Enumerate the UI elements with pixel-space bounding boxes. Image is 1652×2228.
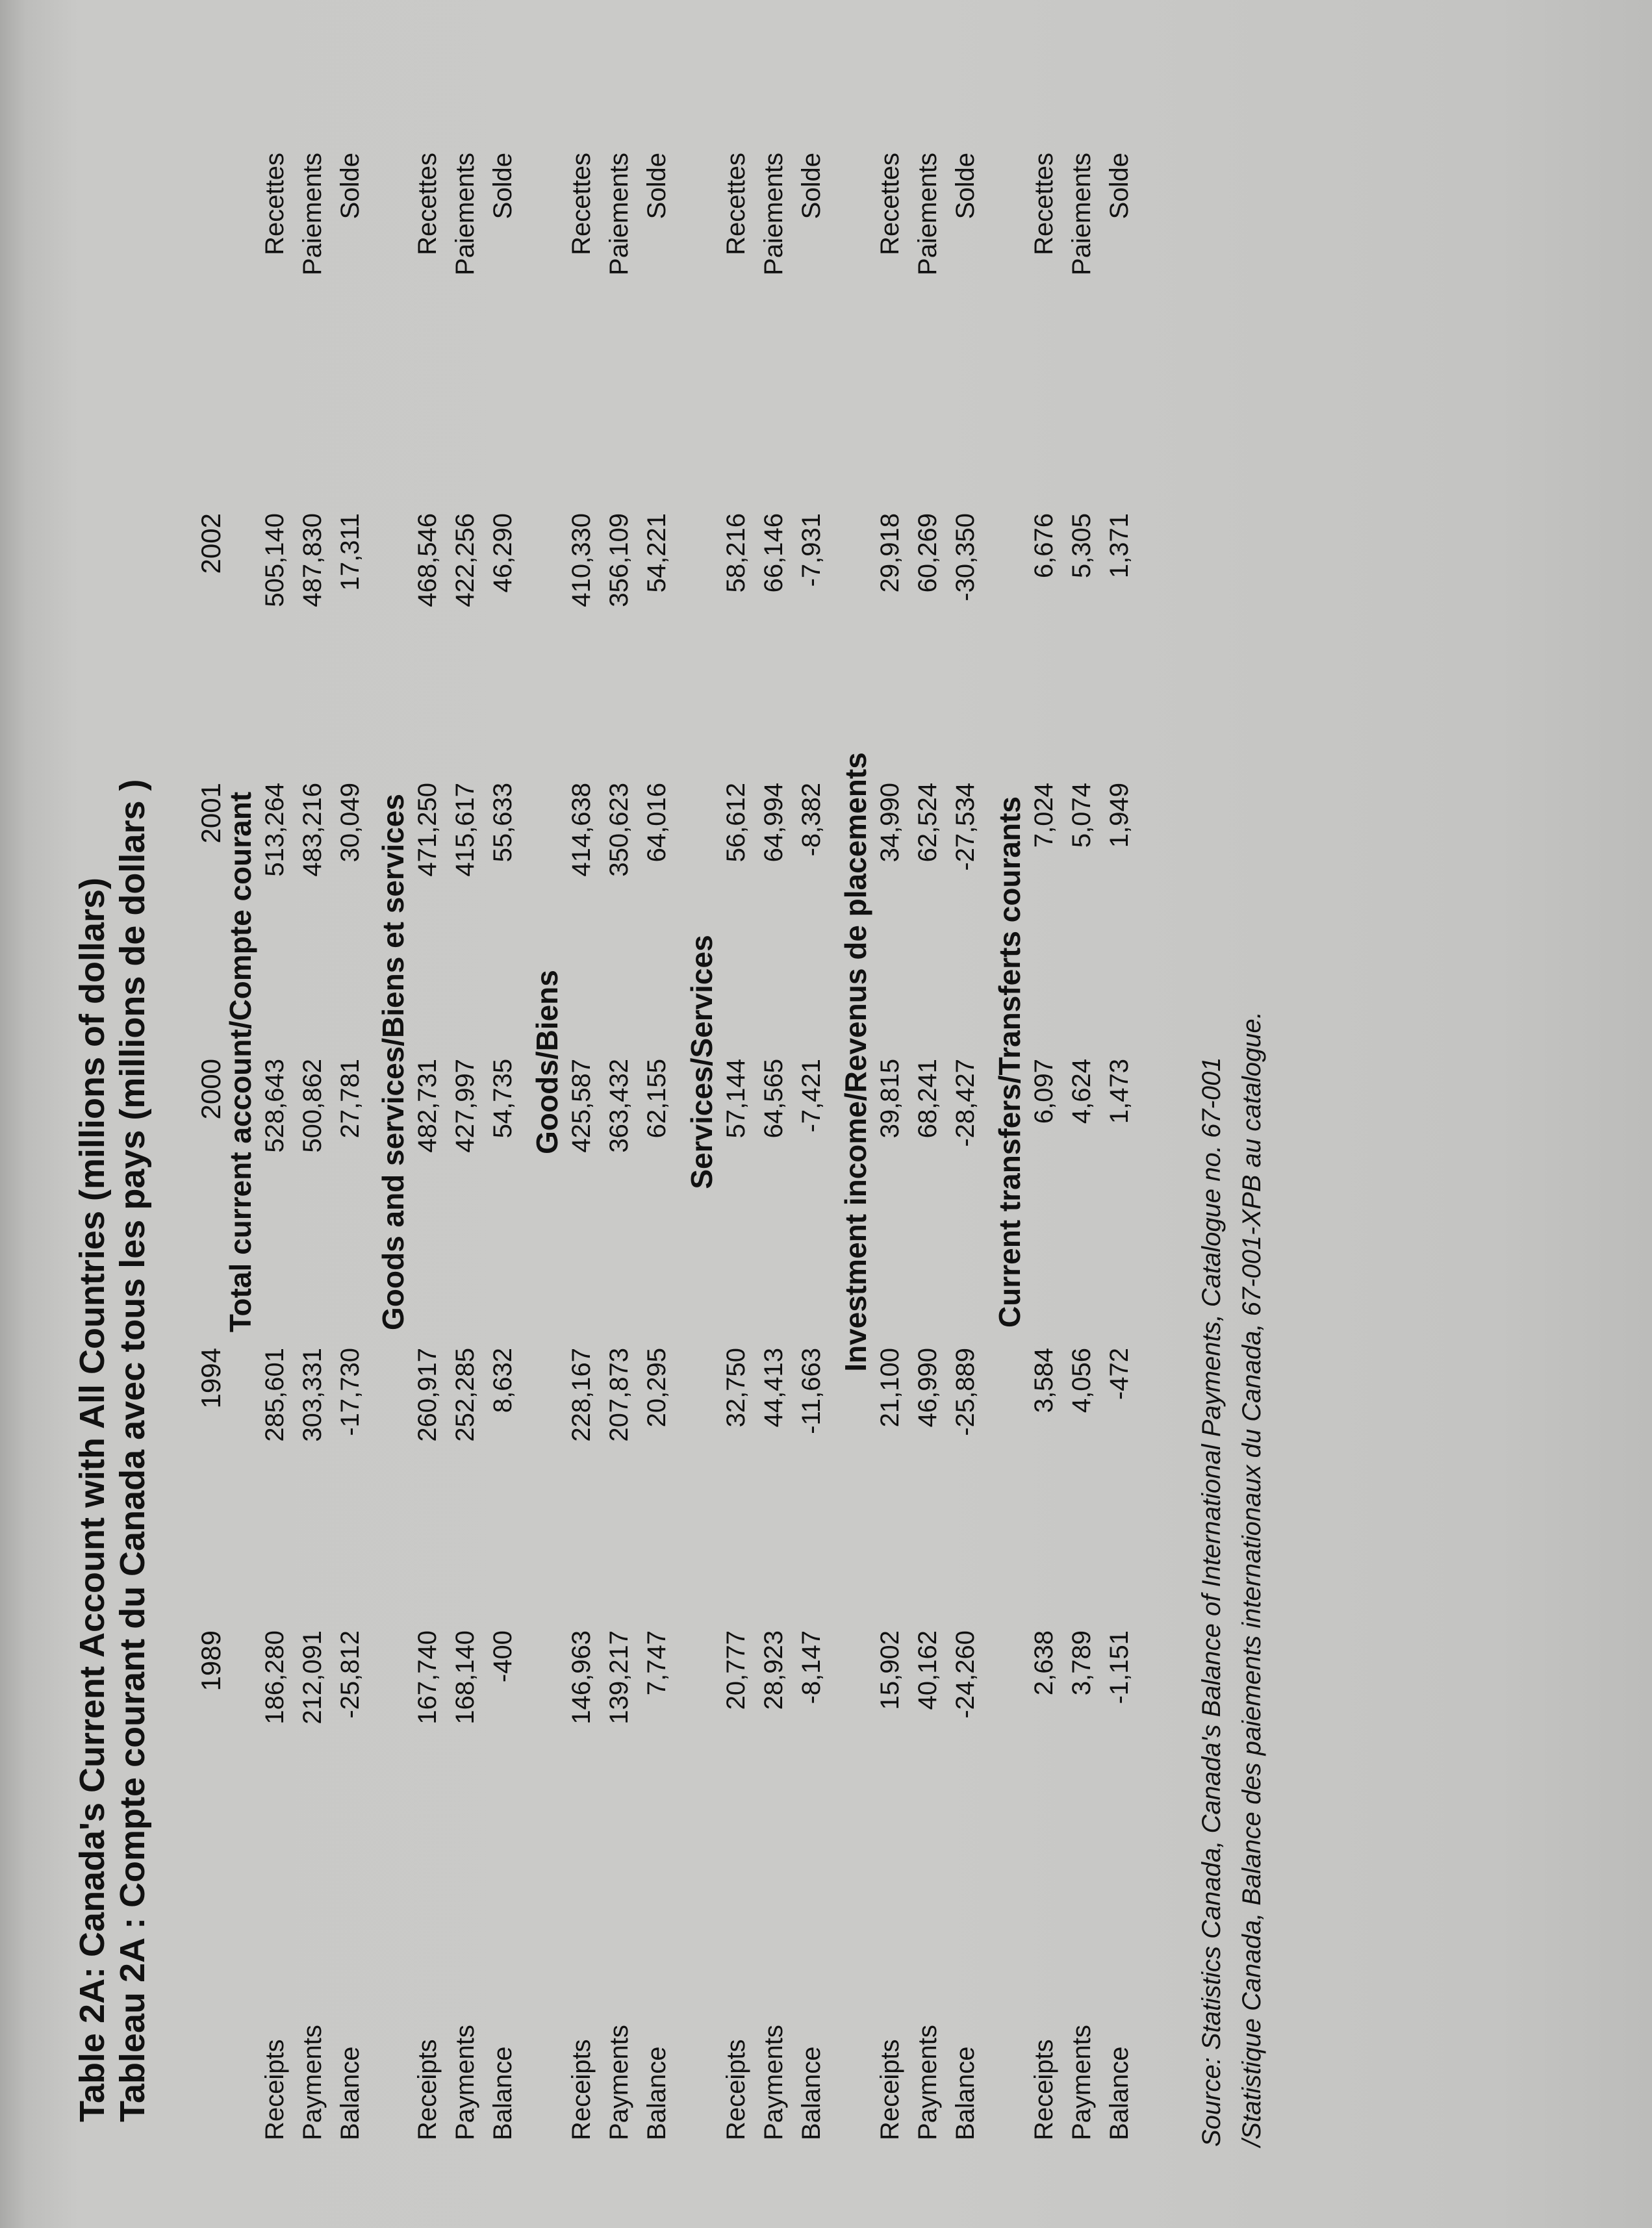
- table-cell: 468,546: [413, 513, 442, 607]
- table-cell: 513,264: [261, 783, 289, 877]
- section-title: Investment income/Revenus de placements: [839, 752, 872, 1372]
- section-title: Services/Services: [685, 935, 718, 1189]
- table-cell: 62,155: [642, 1059, 671, 1139]
- year-header-1989: 1989: [196, 1630, 226, 1691]
- table-cell: 20,295: [642, 1348, 671, 1428]
- table-cell: 28,923: [759, 1630, 788, 1710]
- row-label-fr: Solde: [797, 153, 826, 220]
- row-label-fr: Paiements: [298, 153, 327, 275]
- table-cell: -24,260: [951, 1630, 980, 1719]
- table-cell: 487,830: [298, 513, 327, 607]
- row-label-en: Payments: [913, 2025, 942, 2140]
- table-cell: 3,584: [1030, 1348, 1058, 1413]
- year-header-2002: 2002: [196, 513, 226, 574]
- row-label-fr: Paiements: [451, 153, 479, 275]
- table-cell: 7,024: [1030, 783, 1058, 848]
- table-cell: 55,633: [489, 783, 517, 863]
- row-label-en: Payments: [759, 2025, 788, 2140]
- table-cell: -8,147: [797, 1630, 826, 1704]
- row-label-en: Payments: [451, 2025, 479, 2140]
- table-cell: 3,789: [1067, 1630, 1096, 1696]
- table-cell: 146,963: [567, 1630, 596, 1725]
- table-cell: -7,931: [797, 513, 826, 587]
- row-label-en: Balance: [797, 2046, 826, 2140]
- table-cell: 46,990: [913, 1348, 942, 1428]
- row-label-fr: Recettes: [876, 153, 904, 255]
- table-cell: 252,285: [451, 1348, 479, 1442]
- table-cell: 15,902: [876, 1630, 904, 1710]
- table-cell: 1,371: [1105, 513, 1134, 579]
- table-cell: 363,432: [605, 1059, 633, 1153]
- table-cell: 40,162: [913, 1630, 942, 1710]
- table-cell: 5,074: [1067, 783, 1096, 848]
- table-cell: 167,740: [413, 1630, 442, 1725]
- table-cell: 410,330: [567, 513, 596, 607]
- table-cell: 7,747: [642, 1630, 671, 1696]
- table-cell: 528,643: [261, 1059, 289, 1153]
- row-label-en: Receipts: [261, 2039, 289, 2140]
- year-header-2000: 2000: [196, 1059, 226, 1120]
- row-label-en: Balance: [951, 2046, 980, 2140]
- table-cell: -7,421: [797, 1059, 826, 1133]
- table-cell: 54,221: [642, 513, 671, 593]
- row-label-fr: Solde: [642, 153, 671, 220]
- row-label-fr: Solde: [489, 153, 517, 220]
- table-title-fr: Tableau 2A : Compte courant du Canada avec tous les pays (millions de dollars ): [113, 779, 152, 2122]
- table-cell: 4,056: [1067, 1348, 1096, 1413]
- table-cell: -11,663: [797, 1348, 826, 1434]
- row-label-en: Receipts: [876, 2039, 904, 2140]
- table-cell: 228,167: [567, 1348, 596, 1442]
- table-cell: 27,781: [336, 1059, 364, 1139]
- table-cell: -25,812: [336, 1630, 364, 1719]
- table-cell: 17,311: [336, 513, 364, 591]
- table-cell: 303,331: [298, 1348, 327, 1442]
- row-label-en: Balance: [336, 2046, 364, 2140]
- table-cell: 471,250: [413, 783, 442, 877]
- row-label-en: Payments: [298, 2025, 327, 2140]
- table-cell: 68,241: [913, 1059, 942, 1139]
- row-label-en: Payments: [1067, 2025, 1096, 2140]
- table-cell: 66,146: [759, 513, 788, 593]
- table-cell: 39,815: [876, 1059, 904, 1139]
- row-label-fr: Paiements: [1067, 153, 1096, 275]
- table-cell: 505,140: [261, 513, 289, 607]
- row-label-fr: Recettes: [722, 153, 750, 255]
- table-cell: -8,382: [797, 783, 826, 857]
- row-label-fr: Recettes: [567, 153, 596, 255]
- table-cell: 46,290: [489, 513, 517, 593]
- section-title: Goods/Biens: [530, 970, 564, 1154]
- table-cell: -28,427: [951, 1059, 980, 1147]
- row-label-fr: Solde: [336, 153, 364, 220]
- table-cell: 62,524: [913, 783, 942, 863]
- table-cell: 415,617: [451, 783, 479, 877]
- table-cell: 139,217: [605, 1630, 633, 1725]
- section-title: Total current account/Compte courant: [223, 791, 257, 1333]
- table-cell: 5,305: [1067, 513, 1096, 579]
- table-cell: 32,750: [722, 1348, 750, 1428]
- table-cell: 356,109: [605, 513, 633, 607]
- row-label-fr: Solde: [1105, 153, 1134, 220]
- table-cell: 64,016: [642, 783, 671, 863]
- row-label-en: Balance: [1105, 2046, 1134, 2140]
- table-cell: 422,256: [451, 513, 479, 607]
- table-cell: 20,777: [722, 1630, 750, 1710]
- table-cell: 483,216: [298, 783, 327, 877]
- row-label-fr: Recettes: [1030, 153, 1058, 255]
- table-cell: 57,144: [722, 1059, 750, 1139]
- table-cell: 58,216: [722, 513, 750, 593]
- table-cell: 285,601: [261, 1348, 289, 1442]
- table-cell: 260,917: [413, 1348, 442, 1442]
- table-cell: 1,473: [1105, 1059, 1134, 1124]
- row-label-en: Receipts: [1030, 2039, 1058, 2140]
- section-title: Goods and services/Biens et services: [376, 794, 410, 1330]
- table-cell: 30,049: [336, 783, 364, 863]
- table-cell: -25,889: [951, 1348, 980, 1436]
- table-cell: 212,091: [298, 1630, 327, 1725]
- table-cell: -30,350: [951, 513, 980, 601]
- table-cell: 186,280: [261, 1630, 289, 1725]
- table-cell: 1,949: [1105, 783, 1134, 848]
- table-cell: 4,624: [1067, 1059, 1096, 1124]
- table-cell: 8,632: [489, 1348, 517, 1413]
- source-note-en: Source: Statistics Canada, Canada's Balance of International Payments, Catalogue no. 67-001: [1197, 1057, 1226, 2147]
- table-cell: 6,097: [1030, 1059, 1058, 1124]
- row-label-fr: Paiements: [605, 153, 633, 275]
- row-label-en: Receipts: [413, 2039, 442, 2140]
- table-cell: 64,994: [759, 783, 788, 863]
- table-cell: 60,269: [913, 513, 942, 593]
- row-label-en: Balance: [642, 2046, 671, 2140]
- year-header-1994: 1994: [196, 1348, 226, 1409]
- row-label-fr: Paiements: [759, 153, 788, 275]
- row-label-en: Receipts: [722, 2039, 750, 2140]
- table-cell: -1,151: [1105, 1630, 1134, 1704]
- table-cell: 44,413: [759, 1348, 788, 1428]
- row-label-en: Payments: [605, 2025, 633, 2140]
- source-note-fr: /Statistique Canada, Balance des paiements internationaux du Canada, 67-001-XPB au catalogue.: [1238, 1011, 1266, 2147]
- table-cell: 2,638: [1030, 1630, 1058, 1696]
- table-cell: 427,997: [451, 1059, 479, 1153]
- row-label-en: Balance: [489, 2046, 517, 2140]
- section-title: Current transfers/Transferts courants: [993, 796, 1026, 1328]
- table-cell: 6,676: [1030, 513, 1058, 579]
- table-cell: 207,873: [605, 1348, 633, 1442]
- row-label-fr: Recettes: [413, 153, 442, 255]
- table-cell: -472: [1105, 1348, 1134, 1400]
- year-header-2001: 2001: [196, 783, 226, 844]
- table-cell: 414,638: [567, 783, 596, 877]
- table-cell: 56,612: [722, 783, 750, 863]
- table-cell: 425,587: [567, 1059, 596, 1153]
- row-label-fr: Paiements: [913, 153, 942, 275]
- table-cell: 64,565: [759, 1059, 788, 1139]
- table-cell: 34,990: [876, 783, 904, 863]
- table-cell: 350,623: [605, 783, 633, 877]
- row-label-en: Receipts: [567, 2039, 596, 2140]
- table-cell: 482,731: [413, 1059, 442, 1153]
- row-label-fr: Recettes: [261, 153, 289, 255]
- table-cell: -400: [489, 1630, 517, 1683]
- table-title-en: Table 2A: Canada's Current Account with All Countries (millions of dollars): [73, 877, 112, 2122]
- row-label-fr: Solde: [951, 153, 980, 220]
- table-cell: 21,100: [876, 1348, 904, 1428]
- table-cell: -17,730: [336, 1348, 364, 1436]
- table-cell: -27,534: [951, 783, 980, 871]
- table-cell: 29,918: [876, 513, 904, 593]
- table-cell: 54,735: [489, 1059, 517, 1139]
- table-cell: 168,140: [451, 1630, 479, 1725]
- table-cell: 500,862: [298, 1059, 327, 1153]
